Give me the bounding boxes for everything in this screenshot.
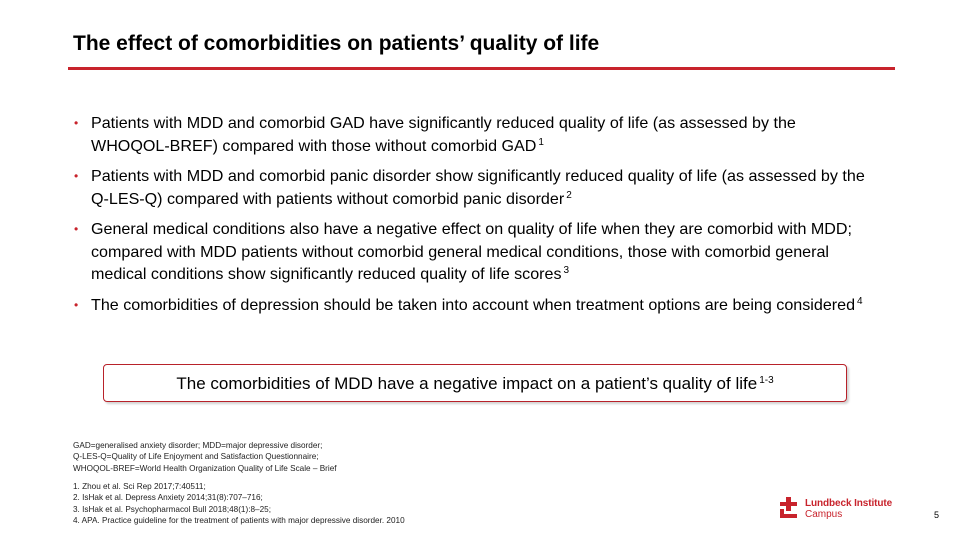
bullet-reference: 2 xyxy=(566,189,572,201)
bullet-text: Patients with MDD and comorbid GAD have significantly reduced quality of life (as assessed by the WHOQOL-BREF) compared with those without comorbid GAD xyxy=(91,114,796,155)
reference-line: 2. IsHak et al. Depress Anxiety 2014;31(8):707–716; xyxy=(73,493,263,503)
bullet-list xyxy=(74,112,874,324)
bullet-text: General medical conditions also have a negative effect on quality of life when they are comorbid with MDD; compared with MDD patients without comorbid general medical conditions, those with comorbid general medical conditions show significantly reduced quality of life scores xyxy=(91,220,852,283)
bullet-text: Patients with MDD and comorbid panic disorder show significantly reduced quality of life (as assessed by the Q-LES-Q) compared with patients without comorbid panic disorder xyxy=(91,167,865,208)
abbreviation-line: WHOQOL-BREF=World Health Organization Quality of Life Scale – Brief xyxy=(73,463,337,473)
lundbeck-institute-logo xyxy=(779,497,909,521)
callout-text: The comorbidities of MDD have a negative impact on a patient’s quality of life xyxy=(176,374,758,393)
bullet-dot-icon: • xyxy=(74,116,79,130)
bullet-text: The comorbidities of depression should be taken into account when treatment options are being considered xyxy=(91,295,856,314)
bullet-item xyxy=(74,218,874,286)
bullet-reference: 3 xyxy=(563,265,570,276)
reference-line: 4. APA. Practice guideline for the treatment of patients with major depressive disorder. 2010 xyxy=(73,515,405,525)
bullet-dot-icon: • xyxy=(74,297,79,312)
abbreviation-line: GAD=generalised anxiety disorder; MDD=major depressive disorder; xyxy=(73,441,323,450)
bullet-reference: 4 xyxy=(857,295,863,307)
abbreviations xyxy=(73,440,573,474)
bullet-dot-icon: • xyxy=(74,169,79,183)
logo-text-line1: Lundbeck Institute xyxy=(805,498,893,509)
lundbeck-logo-icon xyxy=(779,497,799,519)
key-message-callout xyxy=(103,364,847,402)
reference-line: 3. IsHak et al. Psychopharmacol Bull 2018;48(1):8–25; xyxy=(73,504,271,514)
bullet-item xyxy=(74,112,874,157)
bullet-reference: 1 xyxy=(538,136,544,148)
page-number: 5 xyxy=(934,510,940,520)
callout-reference: 1-3 xyxy=(759,375,774,386)
bullet-dot-icon: • xyxy=(74,222,79,236)
references xyxy=(73,481,593,526)
logo-text-line2: Campus xyxy=(805,509,843,520)
slide-title: The effect of comorbidities on patients’ quality of life xyxy=(73,32,600,55)
bullet-item xyxy=(74,294,874,317)
reference-line: 1. Zhou et al. Sci Rep 2017;7:40511; xyxy=(73,482,206,491)
title-divider xyxy=(68,67,895,70)
bullet-item xyxy=(74,165,874,210)
abbreviation-line: Q-LES-Q=Quality of Life Enjoyment and Satisfaction Questionnaire; xyxy=(73,452,319,462)
